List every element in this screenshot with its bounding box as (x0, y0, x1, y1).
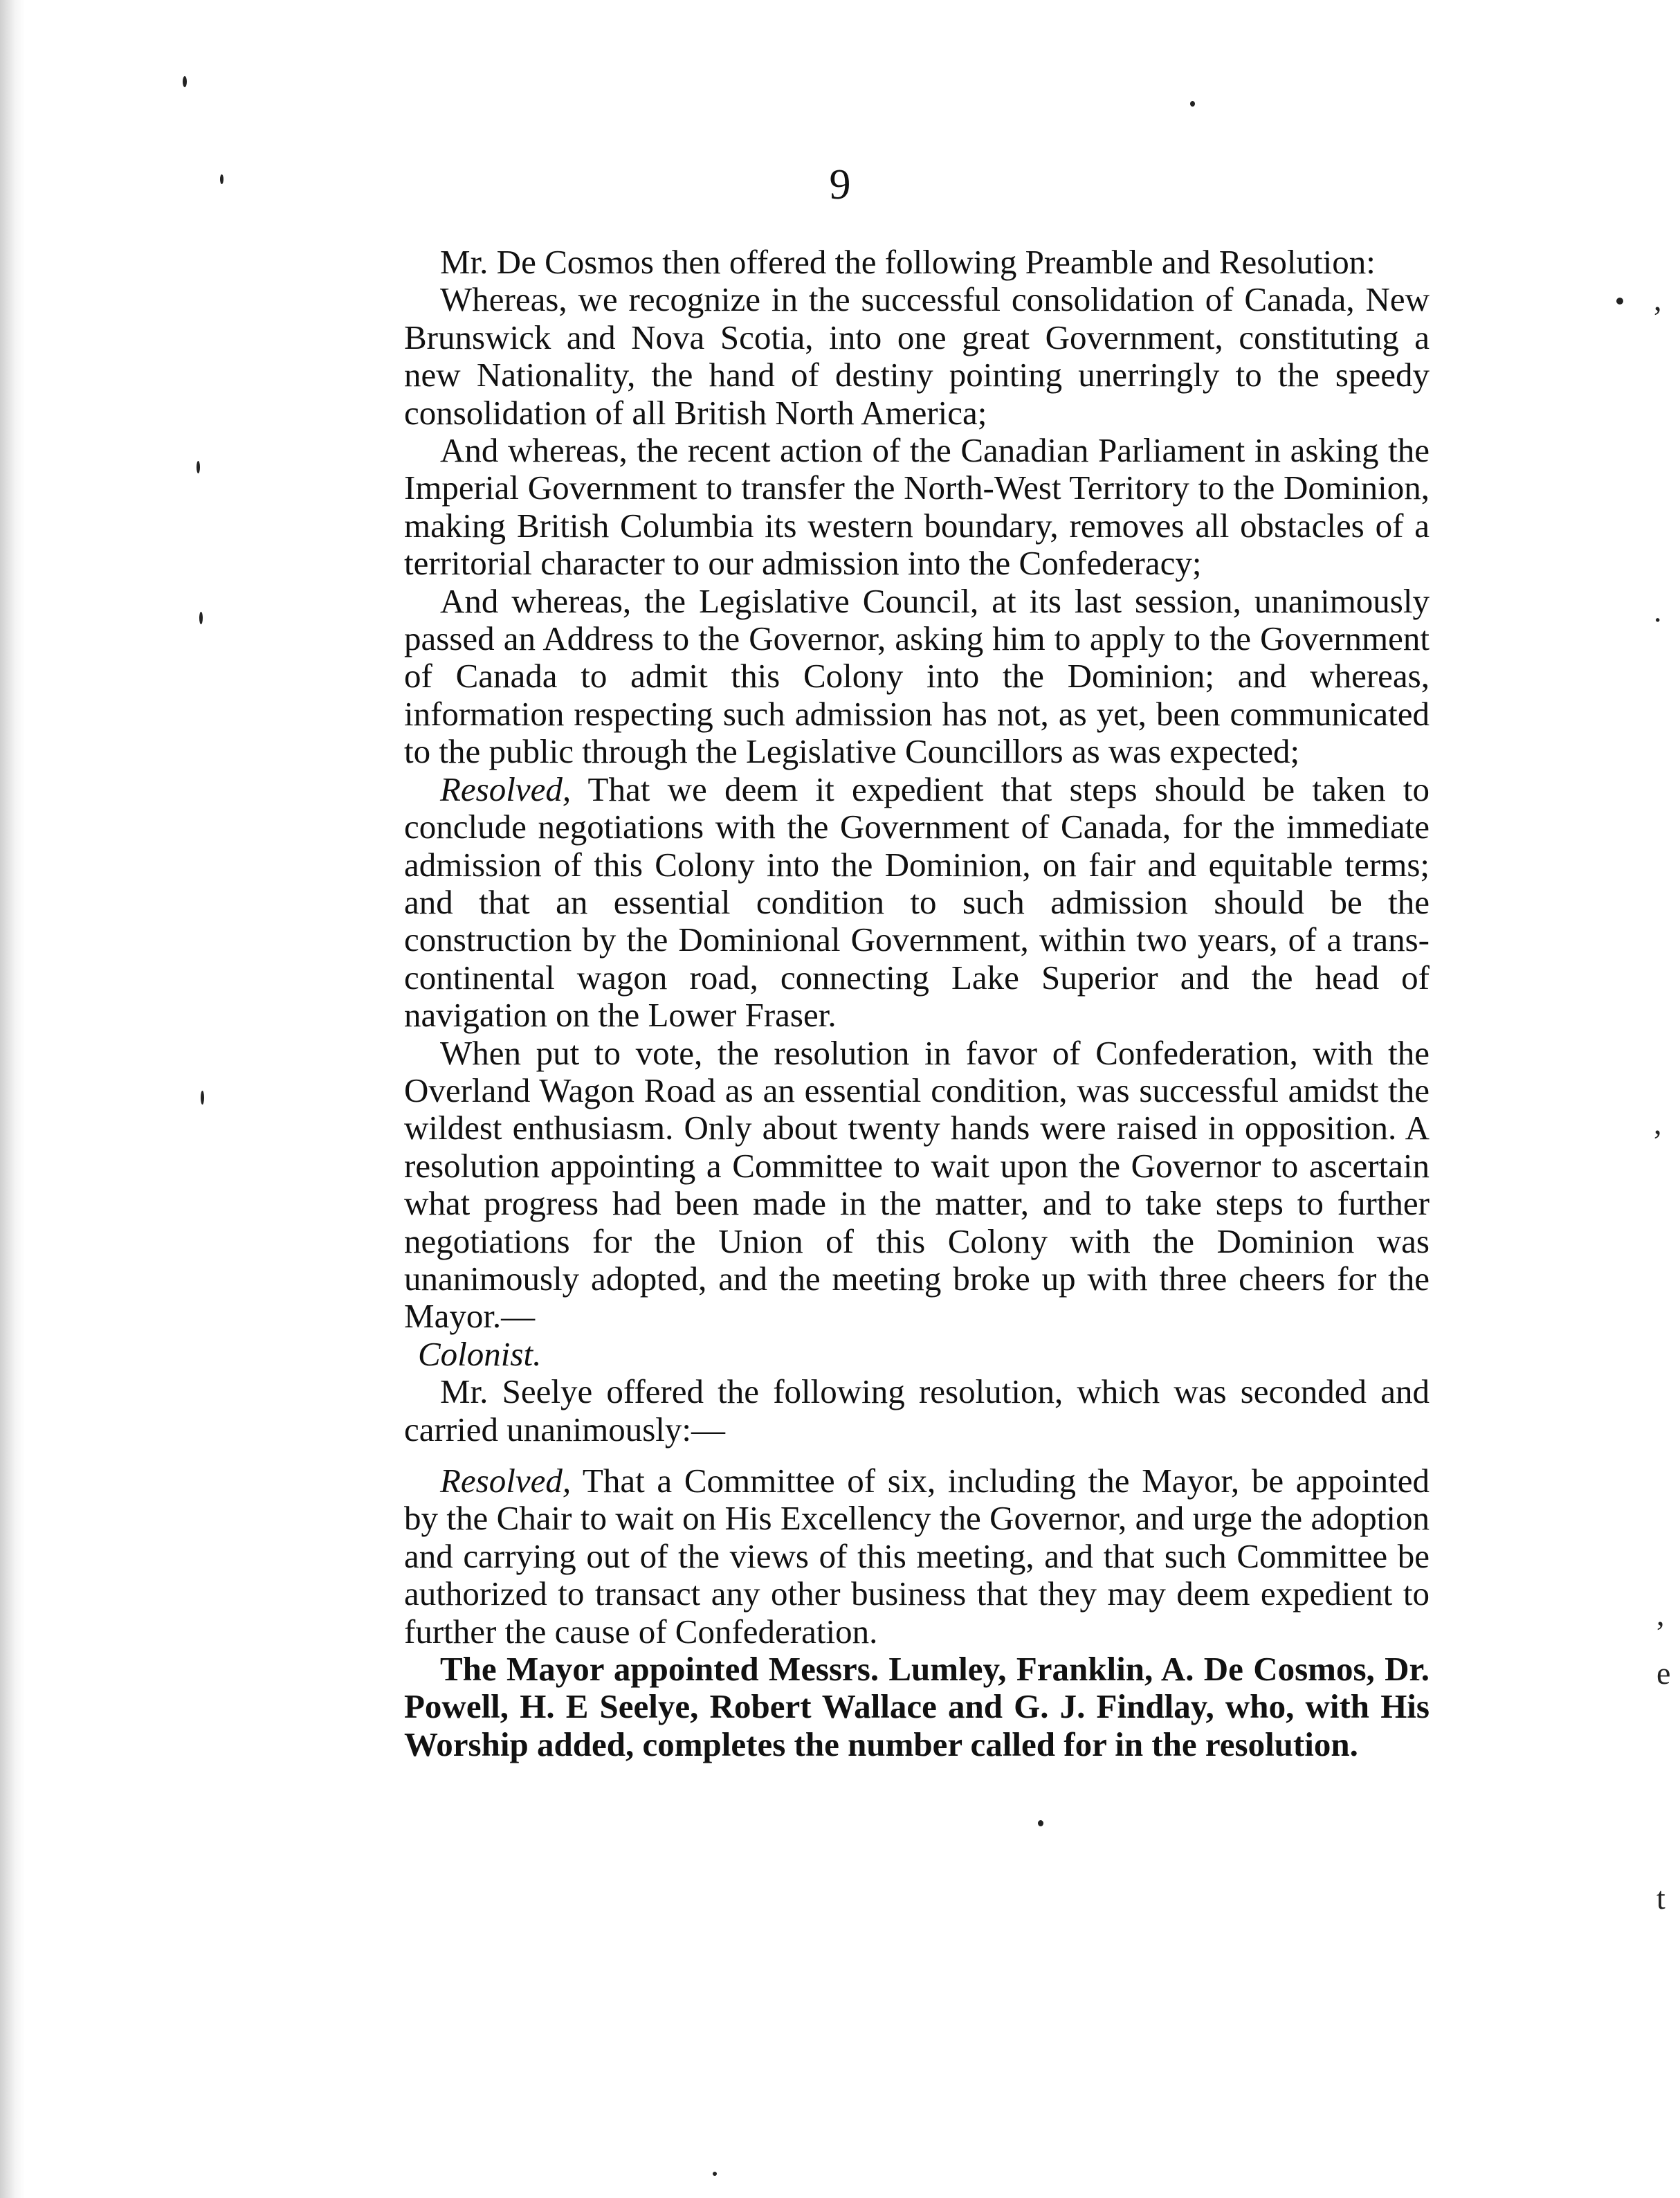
bleed-through-mark: , (1654, 1105, 1662, 1141)
ink-speck (197, 461, 200, 473)
ink-speck (1616, 298, 1623, 305)
ink-speck (201, 1091, 204, 1105)
bleed-through-mark: t (1656, 1880, 1665, 1916)
resolved-label: Resolved, (440, 770, 572, 808)
page-number: 9 (829, 161, 851, 208)
document-body (404, 244, 1430, 1763)
attribution: Colonist. (418, 1334, 542, 1373)
resolved-text: That a Committee of six, including the Mayor, be appointed by the Chair to wait on His Excellency the Governor, and urge the adoption and carrying out of the views of this meeting, and that such Committee be authorized to transact any other business that they may deem expedient to further the cause of Confederation. (404, 1462, 1430, 1651)
ink-speck (1038, 1820, 1043, 1826)
paragraph-resolved-2 (404, 1462, 1430, 1651)
ink-speck (183, 76, 187, 87)
paragraph-resolved-1 (404, 771, 1430, 1035)
bleed-through-mark: , (1654, 282, 1662, 317)
paragraph-intro: Mr. De Cosmos then offered the following Preamble and Resolution: (440, 243, 1376, 281)
resolved-text: That we deem it expedient that steps should be taken to conclude negotiations with the Government of Canada, for the immediate admission of this Colony into the Dominion, on fair and equitable terms; and that an essential condition to such admission should be the construction by the Dominional Government, within two years, of a trans-continental wagon road, connecting Lake Superior and the head of navigation on the Lower Fraser. (404, 770, 1430, 1035)
paragraph-whereas-1: Whereas, we recognize in the successful consolidation of Canada, New Brunswick and Nova Scotia, into one great Government, constituting a new Nationality, the hand of destiny pointing unerringly to the speedy consolidation of all British North America; (404, 280, 1430, 432)
paragraph-whereas-3: And whereas, the Legislative Council, at its last session, unanimously passed an Address to the Governor, asking him to apply to the Government of Canada to admit this Colony into the Dominion; and whereas, information respecting such admission has not, as yet, been communicated to the public through the Legislative Councillors as was expected; (404, 581, 1430, 771)
paragraph-vote: When put to vote, the resolution in favor of Confederation, with the Overland Wagon Road as an essential condition, was successful amidst the wildest enthusiasm. Only about twenty hands were raised in opposition. A resolution appointing a Committee to wait upon the Governor to ascertain what progress had been made in the matter, and to take steps to further negotiations for the Union of this Colony with the Dominion was unanimously adopted, and the meeting broke up with three cheers for the Mayor.— (404, 1033, 1430, 1336)
paragraph-whereas-2: And whereas, the recent action of the Canadian Parliament in asking the Imperial Government to transfer the North-West Territory to the Dominion, making British Columbia its western boundary, removes all obstacles of a territorial character to our admission into the Confederacy; (404, 431, 1430, 583)
paragraph-mayor: The Mayor appointed Messrs. Lumley, Franklin, A. De Cosmos, Dr. Powell, H. E Seelye, Robert Wallace and G. J. Findlay, who, with His Worship added, completes the number called for in the resolution. (404, 1650, 1430, 1763)
binding-gutter (0, 0, 25, 2198)
ink-speck (713, 2172, 717, 2176)
bleed-through-mark: , (1656, 1597, 1665, 1632)
paragraph-seelye: Mr. Seelye offered the following resolution, which was seconded and carried unanimously:— (404, 1372, 1430, 1448)
bleed-through-mark: . (1654, 593, 1662, 628)
bleed-through-mark: e (1656, 1655, 1671, 1691)
ink-speck (1190, 101, 1195, 107)
ink-speck (199, 612, 203, 624)
resolved-label: Resolved, (440, 1462, 572, 1500)
